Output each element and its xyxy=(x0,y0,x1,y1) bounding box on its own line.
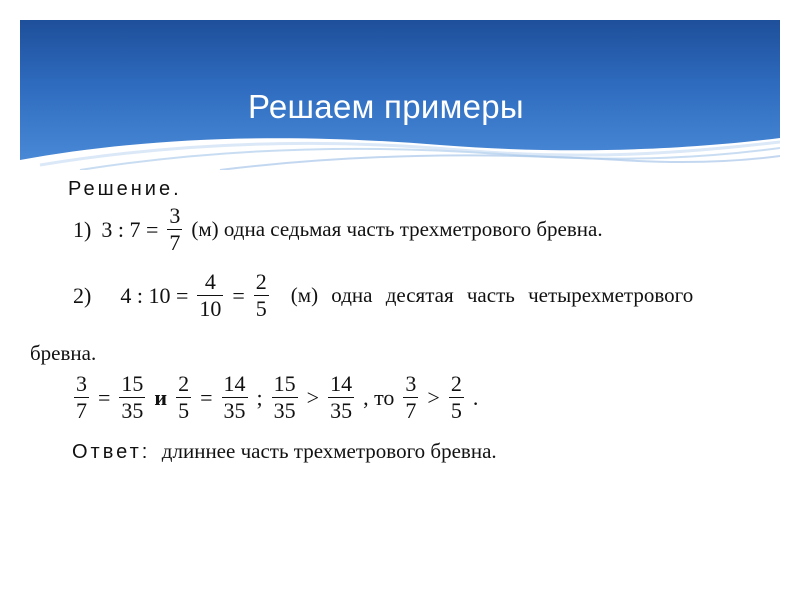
denominator: 10 xyxy=(199,296,222,321)
fraction xyxy=(254,270,269,321)
denominator: 7 xyxy=(169,230,181,255)
numerator: 14 xyxy=(223,371,246,396)
solution-heading: Решение. xyxy=(68,178,182,200)
equals-sign: = xyxy=(232,282,245,308)
denominator: 35 xyxy=(223,398,246,423)
denominator: 5 xyxy=(450,398,462,423)
numerator: 2 xyxy=(450,371,462,396)
fraction xyxy=(222,372,248,423)
numerator: 14 xyxy=(330,371,353,396)
denominator: 35 xyxy=(121,398,144,423)
item-text-continuation: бревна. xyxy=(30,341,97,365)
fraction xyxy=(328,372,354,423)
fraction xyxy=(119,372,145,423)
numerator: 3 xyxy=(405,371,417,396)
equals-sign: = xyxy=(200,384,213,410)
fraction xyxy=(449,372,464,423)
item-text: (м) одна десятая часть четырехметрового xyxy=(290,283,694,307)
solution-item-1 xyxy=(70,204,606,255)
item-text: (м) одна седьмая часть трехметрового бревна. xyxy=(191,217,603,241)
numerator: 3 xyxy=(169,203,181,228)
numerator: 2 xyxy=(178,371,190,396)
denominator: 7 xyxy=(405,398,417,423)
expression: 3 : 7 = xyxy=(101,216,159,242)
period: . xyxy=(472,384,479,410)
title-banner xyxy=(20,20,780,170)
denominator: 5 xyxy=(178,398,190,423)
fraction xyxy=(197,270,223,321)
answer-label: Ответ: xyxy=(72,441,151,463)
numerator: 15 xyxy=(121,371,144,396)
numerator: 2 xyxy=(255,269,267,294)
separator: ; xyxy=(256,384,263,410)
denominator: 35 xyxy=(273,398,296,423)
fraction xyxy=(403,372,418,423)
answer-text: длиннее часть трехметрового бревна. xyxy=(161,439,497,463)
conclusion-word: , то xyxy=(363,384,395,410)
fraction xyxy=(74,372,89,423)
item-index: 2) xyxy=(73,282,92,308)
denominator: 7 xyxy=(76,398,87,423)
numerator: 3 xyxy=(76,371,87,396)
page-title: Решаем примеры xyxy=(248,88,524,125)
numerator: 4 xyxy=(197,270,223,296)
denominator: 5 xyxy=(255,296,267,321)
answer-line xyxy=(72,438,497,465)
solution-item-2 xyxy=(70,270,696,321)
fraction xyxy=(272,372,298,423)
greater-than-sign: > xyxy=(427,384,440,410)
conjunction: и xyxy=(154,384,168,410)
numerator: 15 xyxy=(273,371,296,396)
equals-sign: = xyxy=(98,384,111,410)
greater-than-sign: > xyxy=(306,384,320,410)
fraction xyxy=(176,372,191,423)
expression: 4 : 10 = xyxy=(120,282,189,308)
item-index: 1) xyxy=(73,216,92,242)
comparison-line xyxy=(72,372,481,423)
denominator: 35 xyxy=(330,398,353,423)
fraction xyxy=(167,204,182,255)
